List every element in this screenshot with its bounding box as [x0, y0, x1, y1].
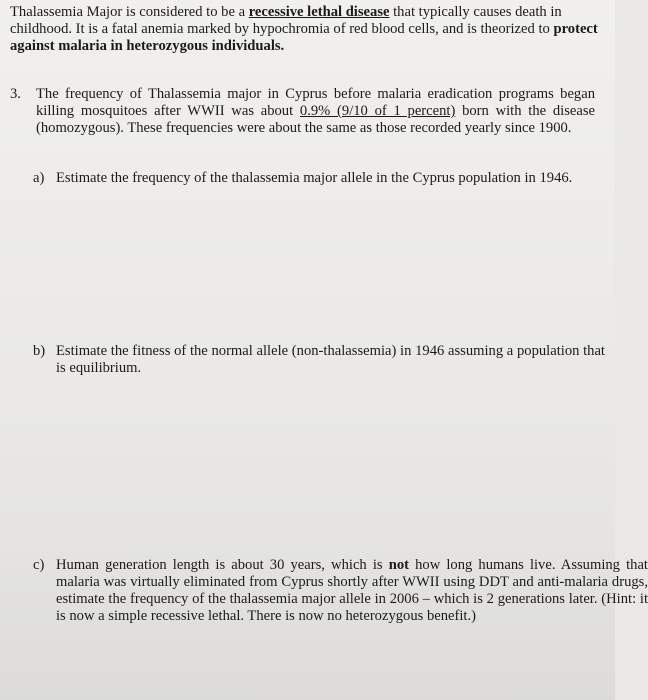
- intro-paragraph: [10, 4, 600, 55]
- question-3-number: 3.: [10, 86, 21, 102]
- question-3c-text-1: Human generation length is about 30 years, which is: [56, 557, 389, 573]
- question-3a-label: a): [33, 170, 45, 186]
- question-3c-text-2: how long humans live. Assuming that malaria was virtually eliminated from Cyprus shortly after WWII using DDT and anti-malaria drugs, estimate the frequency of the thalassemia major allele in 2006 – which is 2 generations later. (Hint: it is now a simple recessive lethal. There is now no heterozygous benefit.): [56, 557, 648, 624]
- question-3-text-b: born with the disease (homozygous). These frequencies were about the same as those recorded yearly since 1900.: [36, 103, 595, 136]
- question-3c-text: [56, 557, 648, 625]
- intro-text-1: Thalassemia Major is considered to be a: [10, 4, 249, 20]
- intro-emphasis-malaria: protect against malaria in heterozygous individuals.: [10, 21, 598, 54]
- question-3-text: [36, 86, 595, 137]
- question-3a-text: Estimate the frequency of the thalassemia major allele in the Cyprus population in 1946.: [56, 170, 573, 186]
- question-3-text-a: The frequency of Thalassemia major in Cyprus before malaria eradication programs began killing mosquitoes after WWII was about: [36, 86, 595, 119]
- intro-text-2: that typically causes death in childhood. It is a fatal anemia marked by hypochromia of red blood cells, and is theorized to: [10, 4, 562, 37]
- question-3b-text: Estimate the fitness of the normal allele (non-thalassemia) in 1946 assuming a population that is equilibrium.: [56, 343, 605, 376]
- question-3: [10, 86, 595, 137]
- question-3a: [33, 170, 593, 187]
- question-3b: [33, 343, 605, 377]
- question-3-frequency: 0.9% (9/10 of 1 percent): [299, 103, 456, 119]
- bleed-through-text: [60, 58, 63, 74]
- question-3c-not: not: [388, 557, 409, 573]
- intro-emphasis-recessive-lethal: recessive lethal disease: [248, 4, 390, 20]
- question-3c-label: c): [33, 557, 45, 573]
- question-3c: [33, 557, 648, 625]
- question-3b-label: b): [33, 343, 46, 359]
